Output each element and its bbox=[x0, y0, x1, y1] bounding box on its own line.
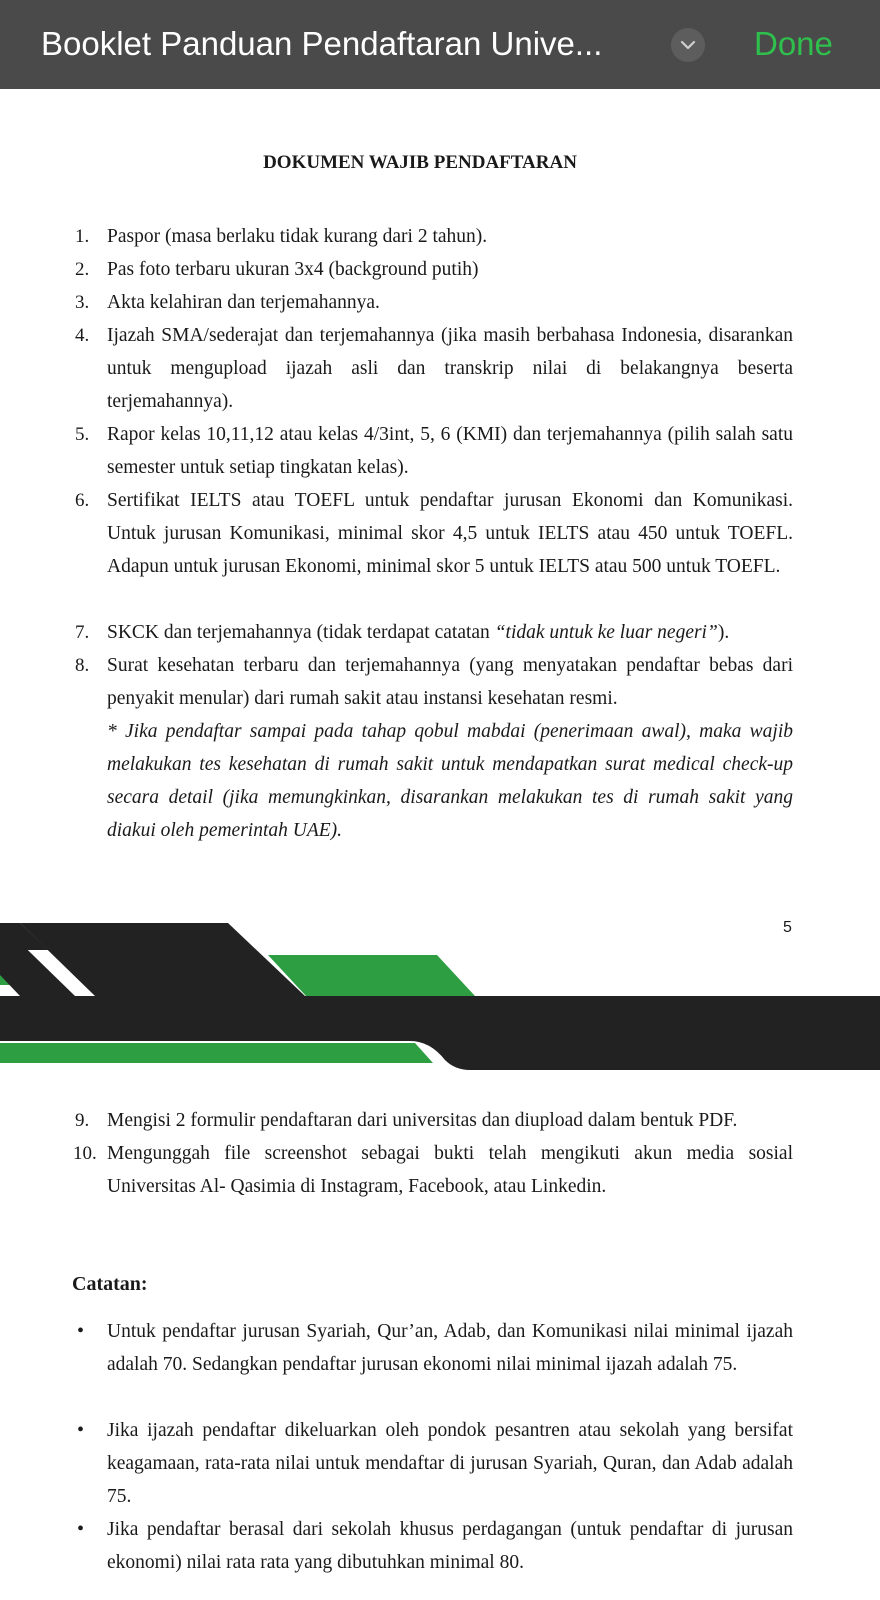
page-footer-band bbox=[0, 915, 880, 1075]
item-text: Mengisi 2 formulir pendaftaran dari universitas dan diupload dalam bentuk PDF. bbox=[107, 1110, 738, 1131]
bullet-glyph: • bbox=[77, 1518, 85, 1540]
document-title[interactable]: Booklet Panduan Pendaftaran Unive... bbox=[41, 25, 603, 62]
note-item: Jika pendaftar berasal dari sekolah khusus perdagangan (untuk pendaftar di jurusan ekonomi) nilai rata rata yang dibutuhkan minimal 80. bbox=[107, 1519, 793, 1573]
band-green-bottom bbox=[0, 1043, 433, 1063]
band-green-parallelogram bbox=[268, 955, 475, 996]
item-number: 7. bbox=[75, 622, 90, 643]
notes-heading: Catatan: bbox=[72, 1273, 148, 1295]
item-text: Akta kelahiran dan terjemahannya. bbox=[107, 292, 380, 313]
page-number: 5 bbox=[783, 919, 792, 936]
bullet-glyph: • bbox=[77, 1419, 85, 1441]
item-text: Pas foto terbaru ukuran 3x4 (background putih) bbox=[107, 259, 479, 280]
item-text: Paspor (masa berlaku tidak kurang dari 2 tahun). bbox=[107, 226, 488, 247]
note-item: Untuk pendaftar jurusan Syariah, Qur’an, Adab, dan Komunikasi nilai minimal ijazah adalah 70. Sedangkan pendaftar jurusan ekonomi nilai minimal ijazah adalah 75. bbox=[107, 1321, 793, 1375]
item-number: 8. bbox=[75, 655, 90, 676]
document-viewer-toolbar bbox=[0, 0, 880, 89]
item-number: 4. bbox=[75, 325, 90, 346]
item-number: 10. bbox=[73, 1143, 97, 1164]
item-number: 2. bbox=[75, 259, 90, 280]
title-menu-button[interactable] bbox=[671, 28, 705, 62]
item-number: 3. bbox=[75, 292, 90, 313]
item-number: 9. bbox=[75, 1110, 90, 1131]
item-text: Mengunggah file screenshot sebagai bukti telah mengikuti akun media sosial Universitas Al- Qasimia di Instagram, Facebook, atau Linkedin. bbox=[107, 1143, 793, 1197]
item-text: Sertifikat IELTS atau TOEFL untuk pendaftar jurusan Ekonomi dan Komunikasi. Untuk jurusan Komunikasi, minimal skor 4,5 untuk IELTS atau 450 untuk TOEFL. Adapun untuk jurusan Ekonomi, minimal skor 5 untuk IELTS atau 500 untuk TOEFL. bbox=[107, 490, 793, 577]
medical-note: * Jika pendaftar sampai pada tahap qobul mabdai (penerimaan awal), maka wajib melakukan tes kesehatan di rumah sakit untuk mendapatkan surat medical check-up secara detail (jika memungkinkan, disarankan melakukan tes di rumah sakit yang diakui oleh pemerintah UAE). bbox=[107, 721, 793, 841]
item-number: 1. bbox=[75, 226, 90, 247]
note-item: Jika ijazah pendaftar dikeluarkan oleh pondok pesantren atau sekolah yang bersifat keagamaan, rata-rata nilai untuk mendaftar di jurusan Syariah, Quran, dan Adab adalah 75. bbox=[107, 1420, 793, 1507]
band-dark-bar bbox=[0, 996, 880, 1041]
item-text: Surat kesehatan terbaru dan terjemahannya (yang menyatakan pendaftar bebas dari penyakit menular) dari rumah sakit atau instansi kesehatan resmi. bbox=[107, 655, 793, 709]
document-page-5 bbox=[0, 89, 880, 919]
item-text: Rapor kelas 10,11,12 atau kelas 4/3int, 5, 6 (KMI) dan terjemahannya (pilih salah satu semester untuk setiap tingkatan kelas). bbox=[107, 424, 793, 478]
done-button[interactable]: Done bbox=[754, 22, 833, 66]
item-text: Ijazah SMA/sederajat dan terjemahannya (jika masih berbahasa Indonesia, disarankan untuk mengupload ijazah asli dan transkrip nilai di belakangnya beserta terjemahannya). bbox=[107, 325, 793, 412]
chevron-down-icon bbox=[680, 38, 696, 52]
page-heading: DOKUMEN WAJIB PENDAFTARAN bbox=[263, 152, 577, 173]
item-number: 5. bbox=[75, 424, 90, 445]
item-number: 6. bbox=[75, 490, 90, 511]
bullet-glyph: • bbox=[77, 1320, 85, 1342]
item-text: SKCK dan terjemahannya (tidak terdapat catatan “tidak untuk ke luar negeri”). bbox=[107, 622, 730, 643]
document-page-6 bbox=[0, 1068, 880, 1600]
